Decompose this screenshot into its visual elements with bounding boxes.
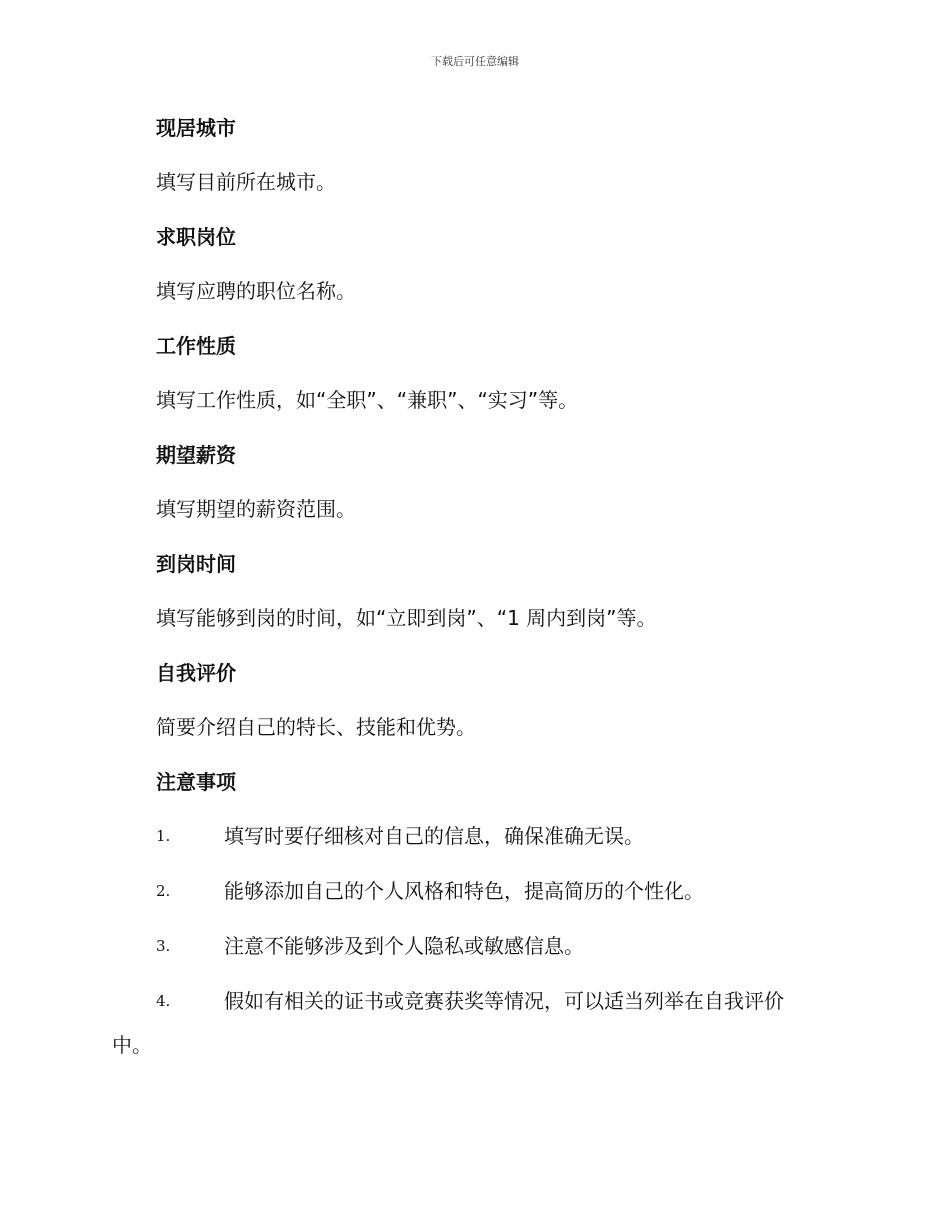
list-item-number: 1.	[156, 827, 171, 845]
list-item-text-continuation: 中。	[112, 1033, 152, 1057]
list-item-text: 能够添加自己的个人风格和特色，提高简历的个性化。	[224, 879, 704, 903]
page-header-note: 下载后可任意编辑	[431, 55, 519, 68]
list-item-number: 3.	[156, 937, 171, 955]
notes-list-item	[0, 873, 950, 928]
notes-list-item	[0, 983, 950, 1057]
section-body-start-time: 填写能够到岗的时间，如“立即到岗”、“1 周内到岗”等。	[156, 606, 657, 630]
section-heading-job-position: 求职岗位	[156, 225, 236, 249]
section-heading-expected-salary: 期望薪资	[156, 443, 236, 467]
section-heading-self-evaluation: 自我评价	[156, 661, 236, 685]
section-body-self-evaluation: 简要介绍自己的特长、技能和优势。	[156, 715, 476, 739]
list-item-text: 填写时要仔细核对自己的信息，确保准确无误。	[224, 824, 644, 848]
list-item-text: 假如有相关的证书或竞赛获奖等情况，可以适当列举在自我评价	[224, 989, 784, 1013]
notes-list-item	[0, 818, 950, 873]
section-body-job-type: 填写工作性质，如“全职”、“兼职”、“实习”等。	[156, 388, 579, 412]
document-body	[0, 110, 950, 1057]
section-heading-notes: 注意事项	[156, 770, 236, 794]
section-body-job-position: 填写应聘的职位名称。	[156, 279, 356, 303]
notes-list-item	[0, 928, 950, 983]
section-body-current-city: 填写目前所在城市。	[156, 170, 336, 194]
section-heading-start-time: 到岗时间	[156, 552, 236, 576]
notes-list	[0, 818, 950, 1057]
section-heading-job-type: 工作性质	[156, 334, 236, 358]
list-item-text: 注意不能够涉及到个人隐私或敏感信息。	[224, 934, 584, 958]
section-body-expected-salary: 填写期望的薪资范围。	[156, 497, 356, 521]
list-item-number: 4.	[156, 992, 171, 1010]
section-heading-current-city: 现居城市	[156, 116, 236, 140]
list-item-number: 2.	[156, 882, 171, 900]
